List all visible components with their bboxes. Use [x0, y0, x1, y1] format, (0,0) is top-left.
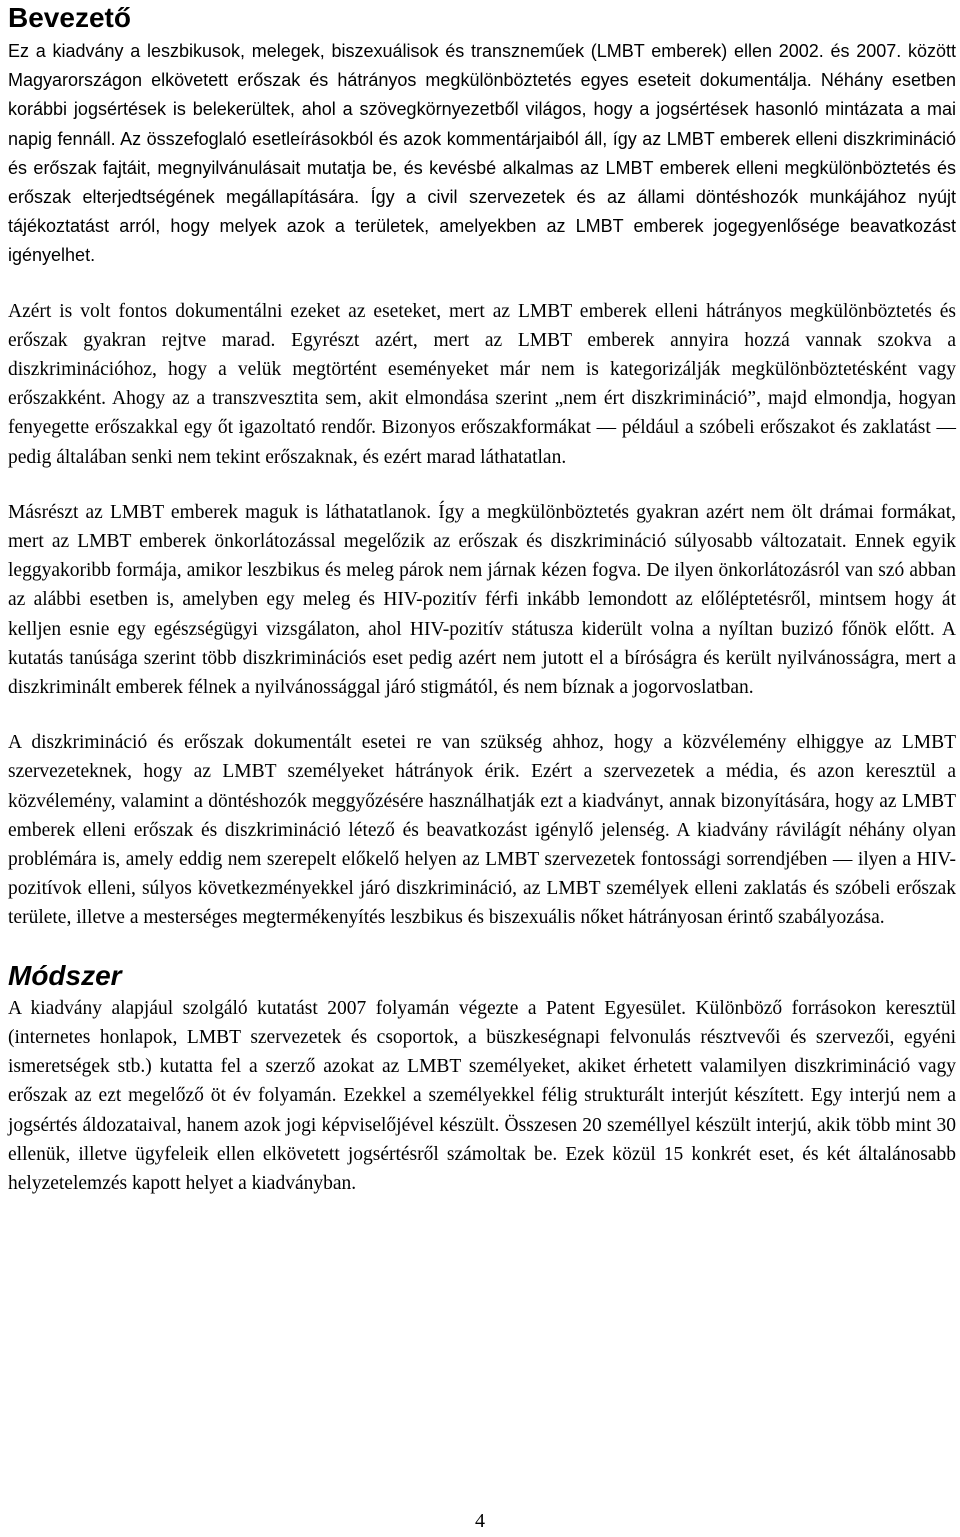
document-page — [8, 0, 956, 1198]
heading-modszer: Módszer — [8, 959, 122, 991]
intro-paragraph-3: Másrészt az LMBT emberek maguk is láthatatlanok. Így a megkülönböztetés gyakran azért nem ölt drámai formákat, mert az LMBT emberek önkorlátozással megelőzik az erőszak és diszkrimináció súlyosabb változatait. Ennek egyik leggyakoribb formája, amikor leszbikus és meleg párok nem járnak kézen fogva. De ilyen önkorlátozásról van szó abban az alábbi esetben is, amelyben egy meleg és HIV-pozitív férfi inkább lemondott az előléptetésről, mintsem hogy át kelljen esnie egy egészségügyi vizsgálaton, ahol HIV-pozitív státusza kiderült volna a nyíltan buzizó főnök előtt. A kutatás tanúsága szerint több diszkriminációs eset pedig azért nem jutott el a bíróságra és került nyilvánosságra, mert a diszkriminált emberek félnek a nyilvánossággal járó stigmától, és nem bíznak a jogorvoslatban. — [8, 501, 956, 699]
page-number: 4 — [475, 1510, 485, 1532]
intro-paragraph-2: Azért is volt fontos dokumentálni ezeket az eseteket, mert az LMBT emberek elleni hátrányos megkülönböztetés és erőszak gyakran rejtve marad. Egyrészt azért, mert az LMBT emberek annyira hozzá vannak szokva a diszkriminációhoz, hogy a velük megtörtént eseményeket már nem is kategorizálják megkülönböztetésként vagy erőszakként. Ahogy az a transzvesztita sem, akit elmondása szerint „nem ért diszkrimináció”, majd elmondja, hogyan fenyegette erőszakkal egy őt igazoltató rendőr. Bizonyos erőszakformákat — például a szóbeli erőszakot és zaklatást — pedig általában senki nem tekint erőszaknak, és ezért marad láthatatlan. — [8, 300, 956, 468]
intro-paragraph-1 — [8, 37, 956, 271]
heading-bevezeto: Bevezető — [8, 2, 131, 33]
method-paragraph-1: A kiadvány alapjául szolgáló kutatást 2007 folyamán végezte a Patent Egyesület. Különböző forrásokon keresztül (internetes honlapok, LMBT szervezetek és csoportok, a büszkeségnapi felvonulás résztvevői és szervezői, egyéni ismeretségek stb.) kutatta fel a szerző azokat az LMBT személyeket, akiket érhetett valamilyen diszkrimináció vagy erőszak az ezt megelőző öt év folyamán. Ezekkel a személyekkel félig strukturált interjút készített. Egy interjú nem a jogsértés áldozataival, hanem azok jogi képviselőjével készült. Összesen 20 személlyel készült interjú, akik több mint 30 ellenük, illetve ügyfeleik ellen elkövetett jogsértésről számoltak be. Ezek közül 15 konkrét eset, és két általánosabb helyzetelemzés kapott helyet a kiadványban. — [8, 997, 956, 1194]
intro-paragraph-4: A diszkrimináció és erőszak dokumentált esetei re van szükség ahhoz, hogy a közvélemény elhiggye az LMBT szervezeteknek, hogy az LMBT személyeket hátrányok érik. Ezért a szervezetek a média, és azon keresztül a közvélemény, valamint a döntéshozók meggyőzésére használhatják ezt a kiadványt, annak bizonyítására, hogy az LMBT emberek elleni erőszak és diszkrimináció létező és beavatkozást igénylő jelenség. A kiadvány rávilágít néhány olyan problémára is, amely eddig nem szerepelt előkelő helyen az LMBT szervezetek fontossági sorrendjében — ilyen a HIV-pozitívok elleni, súlyos következményekkel járó diszkrimináció, az LMBT személyek elleni zaklatás és szóbeli erőszak területe, illetve a mesterséges megtermékenyítés leszbikus és biszexuális nőket hátrányosan érintő szabályozása. — [8, 732, 956, 929]
intro-paragraph-1-text: Ez a kiadvány a leszbikusok, melegek, biszexuálisok és transzneműek (LMBT emberek) ellen 2002. és 2007. között Magyarországon elkövetett erőszak és hátrányos megkülönböztetés egyes eseteit dokumentálja. Néhány esetben korábbi jogsértések is belekerültek, ahol a szövegkörnyezetből világos, hogy a jogsértések hasonló mintázata a mai napig fennáll. Az összefoglaló esetleírásokból és azok kommentárjaiból áll, így az LMBT emberek elleni diszkrimináció és erőszak fajtáit, megnyilvánulásait mutatja be, és kevésbé alkalmas az LMBT emberek elleni megkülönböztetés és erőszak elterjedtségének megállapítására. Így a civil szervezetek és az állami döntéshozók munkájához nyújt tájékoztatást arról, hogy melyek azok a területek, amelyekben az LMBT emberek jogegyenlősége beavatkozást igényelhet. — [8, 41, 956, 266]
